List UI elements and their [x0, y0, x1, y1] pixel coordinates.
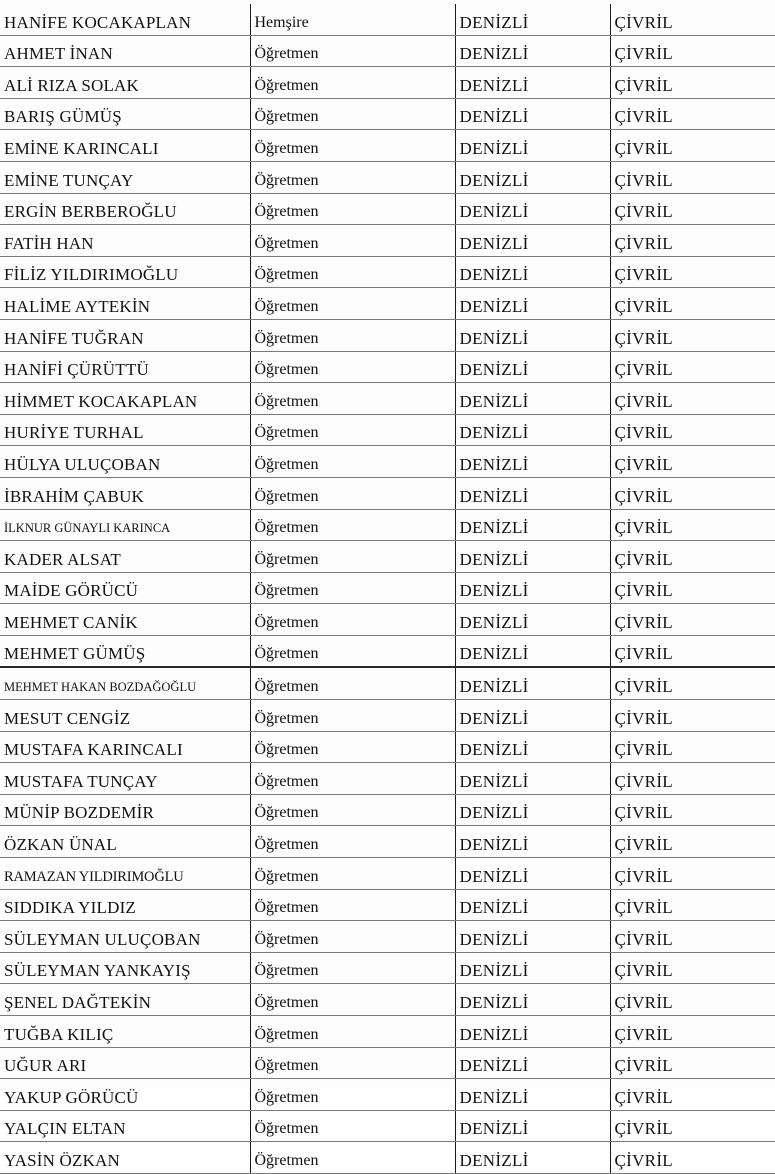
city-cell: DENİZLİ: [455, 700, 610, 732]
job-cell: Öğretmen: [250, 889, 455, 921]
job-cell: Öğretmen: [250, 635, 455, 667]
town-cell: ÇİVRİL: [610, 130, 775, 162]
table-row: [0, 193, 775, 225]
city-cell: DENİZLİ: [455, 794, 610, 826]
table-row: [0, 35, 775, 67]
job-cell: Öğretmen: [250, 414, 455, 446]
city-cell: DENİZLİ: [455, 858, 610, 890]
name-cell: MEHMET HAKAN BOZDAĞOĞLU: [0, 667, 250, 699]
town-cell: ÇİVRİL: [610, 921, 775, 953]
city-cell: DENİZLİ: [455, 826, 610, 858]
table-row: [0, 4, 775, 35]
city-cell: DENİZLİ: [455, 288, 610, 320]
town-cell: ÇİVRİL: [610, 161, 775, 193]
job-cell: Öğretmen: [250, 35, 455, 67]
name-cell: HANİFE KOCAKAPLAN: [0, 4, 250, 35]
town-cell: ÇİVRİL: [610, 193, 775, 225]
table-row: [0, 826, 775, 858]
name-cell: MEHMET CANİK: [0, 604, 250, 636]
job-cell: Öğretmen: [250, 921, 455, 953]
town-cell: ÇİVRİL: [610, 288, 775, 320]
city-cell: DENİZLİ: [455, 414, 610, 446]
town-cell: ÇİVRİL: [610, 826, 775, 858]
table-row: [0, 1047, 775, 1079]
job-cell: Öğretmen: [250, 319, 455, 351]
job-cell: Öğretmen: [250, 1047, 455, 1079]
job-cell: Öğretmen: [250, 1142, 455, 1174]
name-cell: SÜLEYMAN ULUÇOBAN: [0, 921, 250, 953]
name-cell: RAMAZAN YILDIRIMOĞLU: [0, 858, 250, 890]
table-row: [0, 351, 775, 383]
name-cell: HANİFE TUĞRAN: [0, 319, 250, 351]
job-cell: Öğretmen: [250, 477, 455, 509]
job-cell: Öğretmen: [250, 193, 455, 225]
table-row: [0, 225, 775, 257]
job-cell: Öğretmen: [250, 1110, 455, 1142]
table-row: [0, 700, 775, 732]
job-cell: Öğretmen: [250, 351, 455, 383]
name-cell: BARIŞ GÜMÜŞ: [0, 98, 250, 130]
job-cell: Öğretmen: [250, 541, 455, 573]
personnel-table: [0, 4, 775, 1174]
city-cell: DENİZLİ: [455, 952, 610, 984]
table-row: [0, 477, 775, 509]
job-cell: Öğretmen: [250, 794, 455, 826]
town-cell: ÇİVRİL: [610, 1016, 775, 1048]
job-cell: Öğretmen: [250, 763, 455, 795]
town-cell: ÇİVRİL: [610, 67, 775, 99]
table-row: [0, 889, 775, 921]
table-row: [0, 572, 775, 604]
town-cell: ÇİVRİL: [610, 351, 775, 383]
table-row: [0, 984, 775, 1016]
town-cell: ÇİVRİL: [610, 414, 775, 446]
job-cell: Hemşire: [250, 4, 455, 35]
job-cell: Öğretmen: [250, 161, 455, 193]
city-cell: DENİZLİ: [455, 161, 610, 193]
name-cell: ÖZKAN ÜNAL: [0, 826, 250, 858]
town-cell: ÇİVRİL: [610, 700, 775, 732]
city-cell: DENİZLİ: [455, 67, 610, 99]
table-row: [0, 1142, 775, 1174]
city-cell: DENİZLİ: [455, 383, 610, 415]
city-cell: DENİZLİ: [455, 1079, 610, 1111]
name-cell: MEHMET GÜMÜŞ: [0, 635, 250, 667]
town-cell: ÇİVRİL: [610, 1142, 775, 1174]
town-cell: ÇİVRİL: [610, 1110, 775, 1142]
city-cell: DENİZLİ: [455, 225, 610, 257]
name-cell: HURİYE TURHAL: [0, 414, 250, 446]
job-cell: Öğretmen: [250, 288, 455, 320]
table-row: [0, 383, 775, 415]
town-cell: ÇİVRİL: [610, 889, 775, 921]
job-cell: Öğretmen: [250, 952, 455, 984]
name-cell: UĞUR ARI: [0, 1047, 250, 1079]
job-cell: Öğretmen: [250, 509, 455, 541]
city-cell: DENİZLİ: [455, 477, 610, 509]
city-cell: DENİZLİ: [455, 351, 610, 383]
name-cell: MESUT CENGİZ: [0, 700, 250, 732]
name-cell: HANİFİ ÇÜRÜTTÜ: [0, 351, 250, 383]
job-cell: Öğretmen: [250, 1079, 455, 1111]
name-cell: ŞENEL DAĞTEKİN: [0, 984, 250, 1016]
city-cell: DENİZLİ: [455, 130, 610, 162]
job-cell: Öğretmen: [250, 130, 455, 162]
city-cell: DENİZLİ: [455, 572, 610, 604]
table-row: [0, 98, 775, 130]
city-cell: DENİZLİ: [455, 1047, 610, 1079]
table-row: [0, 635, 775, 667]
name-cell: HALİME AYTEKİN: [0, 288, 250, 320]
name-cell: FATİH HAN: [0, 225, 250, 257]
town-cell: ÇİVRİL: [610, 731, 775, 763]
city-cell: DENİZLİ: [455, 1142, 610, 1174]
name-cell: TUĞBA KILIÇ: [0, 1016, 250, 1048]
town-cell: ÇİVRİL: [610, 225, 775, 257]
city-cell: DENİZLİ: [455, 193, 610, 225]
city-cell: DENİZLİ: [455, 1110, 610, 1142]
name-cell: ERGİN BERBEROĞLU: [0, 193, 250, 225]
town-cell: ÇİVRİL: [610, 984, 775, 1016]
table-row: [0, 67, 775, 99]
personnel-table-body: [0, 4, 775, 1173]
town-cell: ÇİVRİL: [610, 763, 775, 795]
job-cell: Öğretmen: [250, 446, 455, 478]
city-cell: DENİZLİ: [455, 731, 610, 763]
table-row: [0, 541, 775, 573]
table-row: [0, 319, 775, 351]
city-cell: DENİZLİ: [455, 667, 610, 699]
town-cell: ÇİVRİL: [610, 446, 775, 478]
name-cell: KADER ALSAT: [0, 541, 250, 573]
city-cell: DENİZLİ: [455, 889, 610, 921]
name-cell: HİMMET KOCAKAPLAN: [0, 383, 250, 415]
city-cell: DENİZLİ: [455, 98, 610, 130]
name-cell: AHMET İNAN: [0, 35, 250, 67]
table-row: [0, 858, 775, 890]
job-cell: Öğretmen: [250, 98, 455, 130]
job-cell: Öğretmen: [250, 1016, 455, 1048]
job-cell: Öğretmen: [250, 383, 455, 415]
table-row: [0, 130, 775, 162]
city-cell: DENİZLİ: [455, 763, 610, 795]
table-row: [0, 952, 775, 984]
name-cell: SIDDIKA YILDIZ: [0, 889, 250, 921]
job-cell: Öğretmen: [250, 604, 455, 636]
job-cell: Öğretmen: [250, 667, 455, 699]
city-cell: DENİZLİ: [455, 319, 610, 351]
town-cell: ÇİVRİL: [610, 667, 775, 699]
job-cell: Öğretmen: [250, 67, 455, 99]
name-cell: ALİ RIZA SOLAK: [0, 67, 250, 99]
city-cell: DENİZLİ: [455, 604, 610, 636]
table-row: [0, 1110, 775, 1142]
name-cell: EMİNE KARINCALI: [0, 130, 250, 162]
town-cell: ÇİVRİL: [610, 572, 775, 604]
name-cell: SÜLEYMAN YANKAYIŞ: [0, 952, 250, 984]
table-row: [0, 446, 775, 478]
town-cell: ÇİVRİL: [610, 541, 775, 573]
table-row: [0, 921, 775, 953]
city-cell: DENİZLİ: [455, 1016, 610, 1048]
city-cell: DENİZLİ: [455, 635, 610, 667]
table-row: [0, 604, 775, 636]
job-cell: Öğretmen: [250, 256, 455, 288]
job-cell: Öğretmen: [250, 572, 455, 604]
table-row: [0, 256, 775, 288]
town-cell: ÇİVRİL: [610, 1047, 775, 1079]
name-cell: EMİNE TUNÇAY: [0, 161, 250, 193]
name-cell: MÜNİP BOZDEMİR: [0, 794, 250, 826]
name-cell: YALÇIN ELTAN: [0, 1110, 250, 1142]
table-row: [0, 1016, 775, 1048]
city-cell: DENİZLİ: [455, 256, 610, 288]
town-cell: ÇİVRİL: [610, 794, 775, 826]
city-cell: DENİZLİ: [455, 984, 610, 1016]
city-cell: DENİZLİ: [455, 35, 610, 67]
table-row: [0, 667, 775, 699]
town-cell: ÇİVRİL: [610, 4, 775, 35]
name-cell: YASİN ÖZKAN: [0, 1142, 250, 1174]
name-cell: FİLİZ YILDIRIMOĞLU: [0, 256, 250, 288]
city-cell: DENİZLİ: [455, 541, 610, 573]
city-cell: DENİZLİ: [455, 4, 610, 35]
table-row: [0, 414, 775, 446]
town-cell: ÇİVRİL: [610, 477, 775, 509]
table-row: [0, 288, 775, 320]
job-cell: Öğretmen: [250, 700, 455, 732]
town-cell: ÇİVRİL: [610, 952, 775, 984]
name-cell: MUSTAFA KARINCALI: [0, 731, 250, 763]
city-cell: DENİZLİ: [455, 921, 610, 953]
town-cell: ÇİVRİL: [610, 256, 775, 288]
town-cell: ÇİVRİL: [610, 509, 775, 541]
city-cell: DENİZLİ: [455, 509, 610, 541]
name-cell: İLKNUR GÜNAYLI KARINCA: [0, 509, 250, 541]
town-cell: ÇİVRİL: [610, 383, 775, 415]
town-cell: ÇİVRİL: [610, 604, 775, 636]
name-cell: İBRAHİM ÇABUK: [0, 477, 250, 509]
job-cell: Öğretmen: [250, 225, 455, 257]
city-cell: DENİZLİ: [455, 446, 610, 478]
table-row: [0, 509, 775, 541]
job-cell: Öğretmen: [250, 858, 455, 890]
table-row: [0, 161, 775, 193]
job-cell: Öğretmen: [250, 826, 455, 858]
town-cell: ÇİVRİL: [610, 319, 775, 351]
name-cell: MAİDE GÖRÜCÜ: [0, 572, 250, 604]
table-row: [0, 794, 775, 826]
job-cell: Öğretmen: [250, 731, 455, 763]
name-cell: MUSTAFA TUNÇAY: [0, 763, 250, 795]
town-cell: ÇİVRİL: [610, 35, 775, 67]
job-cell: Öğretmen: [250, 984, 455, 1016]
table-row: [0, 1079, 775, 1111]
name-cell: HÜLYA ULUÇOBAN: [0, 446, 250, 478]
table-row: [0, 731, 775, 763]
town-cell: ÇİVRİL: [610, 98, 775, 130]
town-cell: ÇİVRİL: [610, 858, 775, 890]
town-cell: ÇİVRİL: [610, 635, 775, 667]
name-cell: YAKUP GÖRÜCÜ: [0, 1079, 250, 1111]
town-cell: ÇİVRİL: [610, 1079, 775, 1111]
table-row: [0, 763, 775, 795]
